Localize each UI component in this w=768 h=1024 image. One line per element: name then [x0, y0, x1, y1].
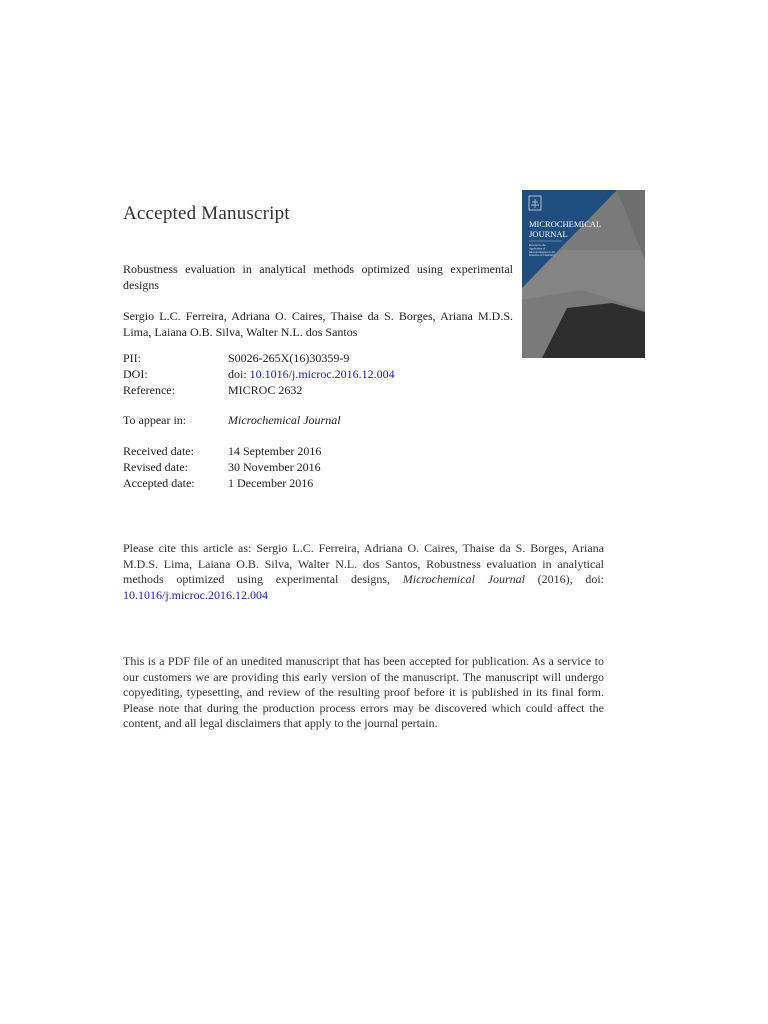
citation-doi-link[interactable]: 10.1016/j.microc.2016.12.004 [123, 587, 268, 602]
citation-text: Please cite this article as: Sergio L.C. Ferreira, Adriana O. Caires, Thaise da S. Borges, Ariana M.D.S. Lima, Laiana O.B. Silva, Walter N.L. dos Santos, Robustness evaluation in analytical methods optimized using experimental designs, [123, 541, 604, 587]
citation-journal: Microchemical Journal [402, 572, 525, 587]
revised-label: Revised date: [123, 460, 188, 474]
article-title: Robustness evaluation in analytical methods optimized using experimental designs [123, 262, 513, 292]
journal-cover-image [522, 190, 645, 358]
citation-year: (2016), [537, 572, 573, 587]
accepted-row [123, 475, 321, 491]
appear-value: Microchemical Journal [228, 413, 341, 427]
appear-label: To appear in: [123, 413, 187, 427]
reference-row [123, 382, 395, 398]
pii-row [123, 350, 395, 366]
accepted-label: Accepted date: [123, 476, 195, 490]
revised-row [123, 459, 321, 475]
doi-label: DOI: [123, 367, 148, 381]
doi-row [123, 366, 395, 382]
page-heading: Accepted Manuscript [123, 203, 290, 224]
article-authors: Sergio L.C. Ferreira, Adriana O. Caires, Thaise da S. Borges, Ariana M.D.S. Lima, Laiana O.B. Silva, Walter N.L. dos Santos [123, 309, 513, 339]
doi-link[interactable]: 10.1016/j.microc.2016.12.004 [249, 367, 395, 381]
received-value: 14 September 2016 [228, 444, 322, 458]
received-row [123, 443, 321, 459]
citation-doi-prefix: doi: [585, 572, 604, 587]
identifiers-block [123, 350, 395, 398]
accepted-value: 1 December 2016 [228, 476, 314, 490]
appear-row [123, 412, 341, 428]
reference-label: Reference: [123, 383, 175, 397]
pii-value: S0026-265X(16)30359-9 [228, 351, 350, 365]
unedited-manuscript-notice: This is a PDF file of an unedited manuscript that has been accepted for publication. As a service to our customers we are providing this early version of the manuscript. The manuscript will undergo copyediting, typesetting, and review of the resulting proof before it is published in its final form. Please note that during the production process errors may be discovered which could affect the content, and all legal disclaimers that apply to the journal pertain. [123, 654, 604, 731]
appear-block [123, 412, 341, 428]
reference-value: MICROC 2632 [228, 383, 303, 397]
doi-value [228, 366, 395, 382]
pii-label: PII: [123, 351, 141, 365]
cover-journal-name-1: MICROCHEMICAL [529, 219, 602, 229]
cover-journal-name-2: JOURNAL [529, 229, 568, 239]
citation-block [123, 541, 604, 603]
cover-tagline: Devoted to the Application of Microtechniques in All Branches of Chemistry [529, 244, 555, 258]
revised-value: 30 November 2016 [228, 460, 321, 474]
received-label: Received date: [123, 444, 194, 458]
doi-prefix: doi: [228, 367, 247, 381]
dates-block [123, 443, 321, 491]
